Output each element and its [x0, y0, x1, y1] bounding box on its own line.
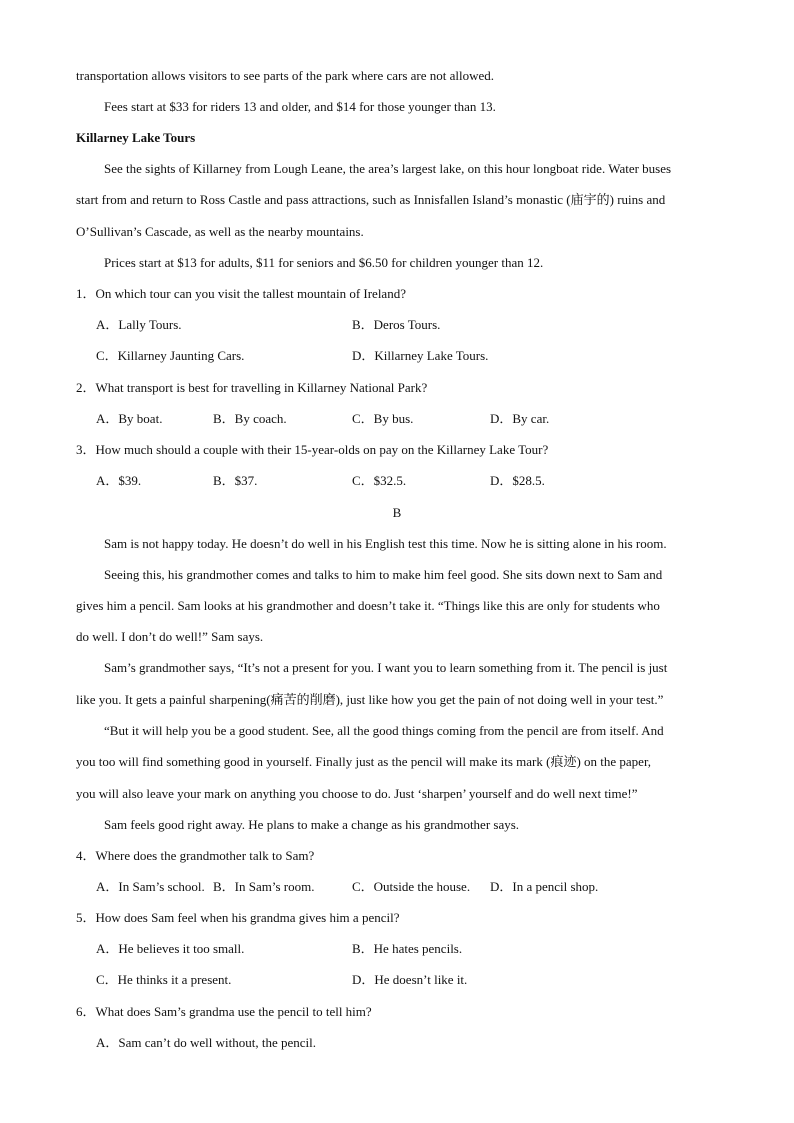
story-line: you will also leave your mark on anything you choose to do. Just ‘sharpen’ yourself and do well next time!” — [76, 786, 638, 801]
paragraph-line: O’Sullivan’s Cascade, as well as the nearby mountains. — [76, 224, 364, 239]
story-line: Sam’s grandmother says, “It’s not a present for you. I want you to learn something from it. The pencil is just — [104, 660, 668, 675]
story-line: Sam feels good right away. He plans to make a change as his grandmother says. — [104, 817, 520, 832]
q3-option-d[interactable]: D．$28.5. — [490, 473, 545, 488]
intro-line: transportation allows visitors to see parts of the park where cars are not allowed. — [76, 68, 495, 83]
story-line: “But it will help you be a good student. See, all the good things coming from the pencil are from itself. And — [104, 723, 664, 738]
q4-option-a[interactable]: A．In Sam’s school. — [96, 879, 205, 894]
story-line: you too will find something good in yourself. Finally just as the pencil will make its mark (痕迹) on the paper, — [76, 754, 652, 769]
q1-option-a[interactable]: A．Lally Tours. — [96, 317, 182, 332]
q5-option-b[interactable]: B．He hates pencils. — [352, 941, 463, 956]
q5-option-d[interactable]: D．He doesn’t like it. — [352, 972, 468, 987]
section-b-label: B — [392, 505, 402, 520]
paragraph-line: See the sights of Killarney from Lough Leane, the area’s largest lake, on this hour longboat ride. Water buses — [104, 161, 672, 176]
q1-option-d[interactable]: D．Killarney Lake Tours. — [352, 348, 489, 363]
question-4: 4．Where does the grandmother talk to Sam? — [76, 848, 315, 863]
q2-option-b[interactable]: B．By coach. — [213, 411, 287, 426]
story-line: Sam is not happy today. He doesn’t do well in his English test this time. Now he is sitting alone in his room. — [104, 536, 667, 551]
prices-line: Prices start at $13 for adults, $11 for seniors and $6.50 for children younger than 12. — [104, 255, 544, 270]
q5-option-a[interactable]: A．He believes it too small. — [96, 941, 245, 956]
q5-option-c[interactable]: C．He thinks it a present. — [96, 972, 232, 987]
question-6: 6．What does Sam’s grandma use the pencil to tell him? — [76, 1004, 372, 1019]
intro-fees: Fees start at $33 for riders 13 and older, and $14 for those younger than 13. — [104, 99, 496, 114]
section-heading: Killarney Lake Tours — [76, 130, 196, 145]
story-line: like you. It gets a painful sharpening(痛苦的削磨), just like how you get the pain of not doing well in your test.” — [76, 692, 664, 707]
q3-option-b[interactable]: B．$37. — [213, 473, 258, 488]
q2-option-c[interactable]: C．By bus. — [352, 411, 414, 426]
question-1: 1．On which tour can you visit the tallest mountain of Ireland? — [76, 286, 406, 301]
q2-option-a[interactable]: A．By boat. — [96, 411, 163, 426]
question-2: 2．What transport is best for travelling in Killarney National Park? — [76, 380, 428, 395]
q1-option-c[interactable]: C．Killarney Jaunting Cars. — [96, 348, 245, 363]
q4-option-b[interactable]: B．In Sam’s room. — [213, 879, 315, 894]
q1-option-b[interactable]: B．Deros Tours. — [352, 317, 441, 332]
q6-option-a[interactable]: A．Sam can’t do well without, the pencil. — [96, 1035, 316, 1050]
question-5: 5．How does Sam feel when his grandma gives him a pencil? — [76, 910, 400, 925]
q3-option-c[interactable]: C．$32.5. — [352, 473, 407, 488]
story-line: do well. I don’t do well!” Sam says. — [76, 629, 264, 644]
q3-option-a[interactable]: A．$39. — [96, 473, 142, 488]
story-line: Seeing this, his grandmother comes and talks to him to make him feel good. She sits down next to Sam and — [104, 567, 663, 582]
paragraph-line: start from and return to Ross Castle and pass attractions, such as Innisfallen Island’s monastic (庙宇的) ruins and — [76, 192, 666, 207]
q4-option-d[interactable]: D．In a pencil shop. — [490, 879, 599, 894]
q2-option-d[interactable]: D．By car. — [490, 411, 550, 426]
question-3: 3．How much should a couple with their 15-year-olds on pay on the Killarney Lake Tour? — [76, 442, 549, 457]
story-line: gives him a pencil. Sam looks at his grandmother and doesn’t take it. “Things like this are only for students who — [76, 598, 660, 613]
q4-option-c[interactable]: C．Outside the house. — [352, 879, 471, 894]
